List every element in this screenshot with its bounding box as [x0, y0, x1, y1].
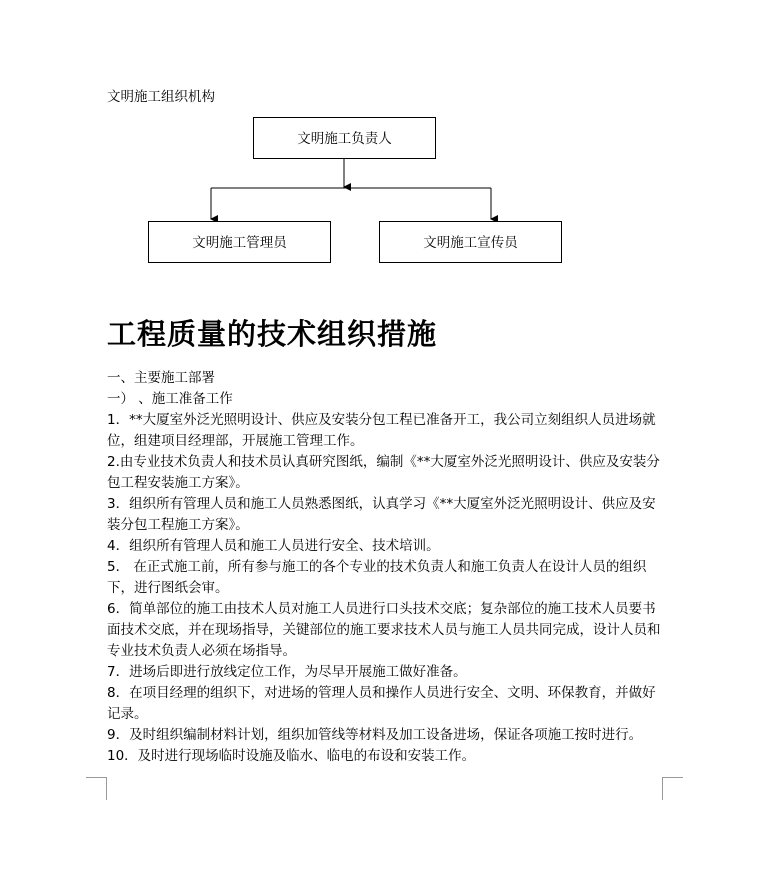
org-box-publicist: 文明施工宣传员 — [379, 221, 562, 263]
list-item: 1．**大厦室外泛光照明设计、供应及安装分包工程已准备开工，我公司立刻组织人员进场就位，组建项目经理部，开展施工管理工作。 — [107, 412, 656, 449]
section-heading: 工程质量的技术组织措施 — [107, 317, 438, 351]
list-item: 3．组织所有管理人员和施工人员熟悉图纸，认真学习《**大厦室外泛光照明设计、供应及安装分包工程施工方案》。 — [107, 496, 656, 533]
org-box-leader: 文明施工负责人 — [253, 117, 436, 159]
list-item: 8．在项目经理的组织下，对进场的管理人员和操作人员进行安全、文明、环保教育，并做好记录。 — [107, 685, 656, 722]
page-corner-mark-right — [662, 777, 683, 800]
list-item: 6．简单部位的施工由技术人员对施工人员进行口头技术交底；复杂部位的施工技术人员要书面技术交底，并在现场指导，关键部位的施工要求技术人员与施工人员共同完成，设计人员和专业技术负责人必须在场指导。 — [107, 601, 661, 659]
body-text — [107, 368, 667, 767]
subsection-title: 一） 、施工准备工作 — [107, 391, 233, 407]
list-item: 7．进场后即进行放线定位工作，为尽早开展施工做好准备。 — [107, 664, 467, 680]
list-item: 9．及时组织编制材料计划，组织加管线等材料及加工设备进场，保证各项施工按时进行。 — [107, 727, 643, 743]
list-item: 4．组织所有管理人员和施工人员进行安全、技术培训。 — [107, 538, 440, 554]
list-item: 5． 在正式施工前，所有参与施工的各个专业的技术负责人和施工负责人在设计人员的组织下，进行图纸会审。 — [107, 559, 647, 596]
list-item: 2.由专业技术负责人和技术员认真研究图纸，编制《**大厦室外泛光照明设计、供应及安装分包工程安装施工方案》。 — [107, 454, 660, 491]
org-chart-caption: 文明施工组织机构 — [107, 89, 215, 105]
list-item: 10．及时进行现场临时设施及临水、临电的布设和安装工作。 — [107, 748, 476, 764]
page-corner-mark-left — [86, 777, 107, 800]
org-box-manager: 文明施工管理员 — [148, 221, 331, 263]
section-title: 一、主要施工部署 — [107, 370, 215, 386]
